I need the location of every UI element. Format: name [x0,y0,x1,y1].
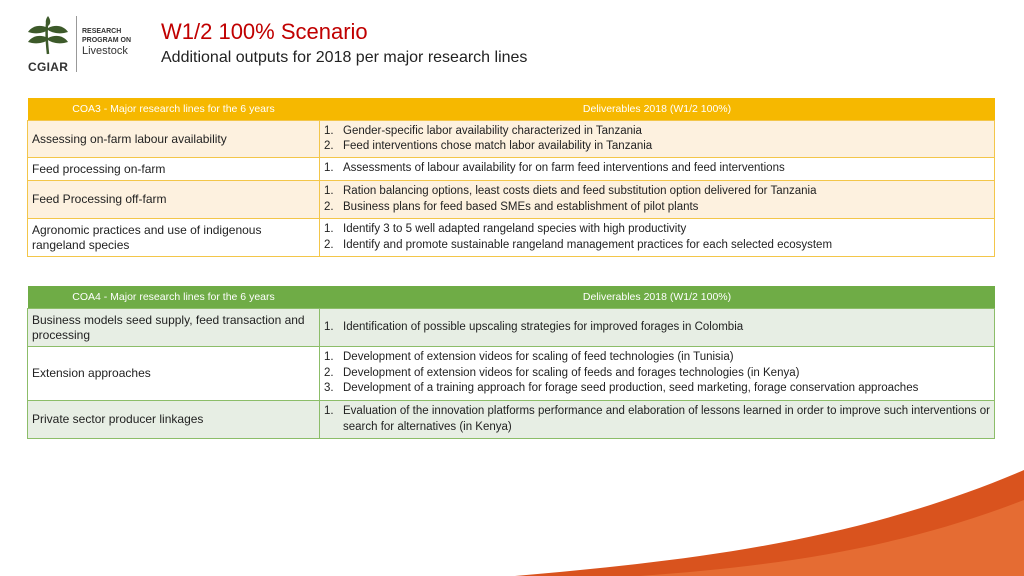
program-label: RESEARCH PROGRAM ON [82,28,131,44]
table-row [28,401,995,439]
cgiar-wordmark: CGIAR [28,60,69,74]
table-row [28,309,995,347]
table-row [28,158,995,181]
deliverable-item: 1. Evaluation of the innovation platforms performance and elaboration of lessons learned in order to improve such interventions or search for alternatives (in Kenya) [324,405,990,433]
deliverable-item: 2. Feed interventions chose match labor availability in Tanzania [324,140,653,152]
row-label: Private sector producer linkages [28,401,320,439]
deliverable-item: 2. Development of extension videos for scaling of feeds and forages technologies (in Kenya) [324,366,800,379]
row-label: Feed Processing off-farm [28,181,320,219]
table-row [28,181,995,219]
table-row [28,347,995,401]
coa4-col-header-deliverables: Deliverables 2018 (W1/2 100%) [320,286,995,309]
deliverable-item: 2. Business plans for feed based SMEs and establishment of pilot plants [324,200,699,213]
row-label: Assessing on-farm labour availability [28,121,320,158]
program-name: Livestock [82,45,128,57]
coa4-table [27,286,995,439]
row-label: Business models seed supply, feed transaction and processing [28,309,320,347]
wheat-icon [22,14,74,60]
coa3-col-header-lines: COA3 - Major research lines for the 6 years [28,98,320,121]
row-label: Feed processing on-farm [28,158,320,181]
deliverable-item: 1. Development of extension videos for scaling of feed technologies (in Tunisia) [324,351,734,364]
coa4-col-header-lines: COA4 - Major research lines for the 6 years [28,286,320,309]
deliverable-item: 2. Identify and promote sustainable rangeland management practices for each selected ecosystem [324,238,833,251]
coa3-table [27,98,995,257]
table-row [28,121,995,158]
coa3-col-header-deliverables: Deliverables 2018 (W1/2 100%) [320,98,995,121]
row-label: Extension approaches [28,347,320,401]
logo-divider [76,16,77,72]
deliverable-item: 1. Ration balancing options, least costs diets and feed substitution option delivered for Tanzania [324,185,817,197]
cgiar-livestock-logo [22,14,142,76]
page-subtitle: Additional outputs for 2018 per major research lines [161,49,528,66]
table-row [28,219,995,257]
deliverable-item: 1. Assessments of labour availability for on farm feed interventions and feed interventions [324,162,785,175]
row-label: Agronomic practices and use of indigenous rangeland species [28,219,320,257]
deliverable-item: 3. Development of a training approach for forage seed production, seed marketing, forage conservation approaches [324,382,919,395]
page-title: W1/2 100% Scenario [161,19,368,44]
deliverable-item: 1. Gender-specific labor availability characterized in Tanzania [324,124,642,137]
deliverable-item: 1. Identify 3 to 5 well adapted rangeland species with high productivity [324,223,687,235]
deliverable-item: 1. Identification of possible upscaling strategies for improved forages in Colombia [324,320,744,333]
